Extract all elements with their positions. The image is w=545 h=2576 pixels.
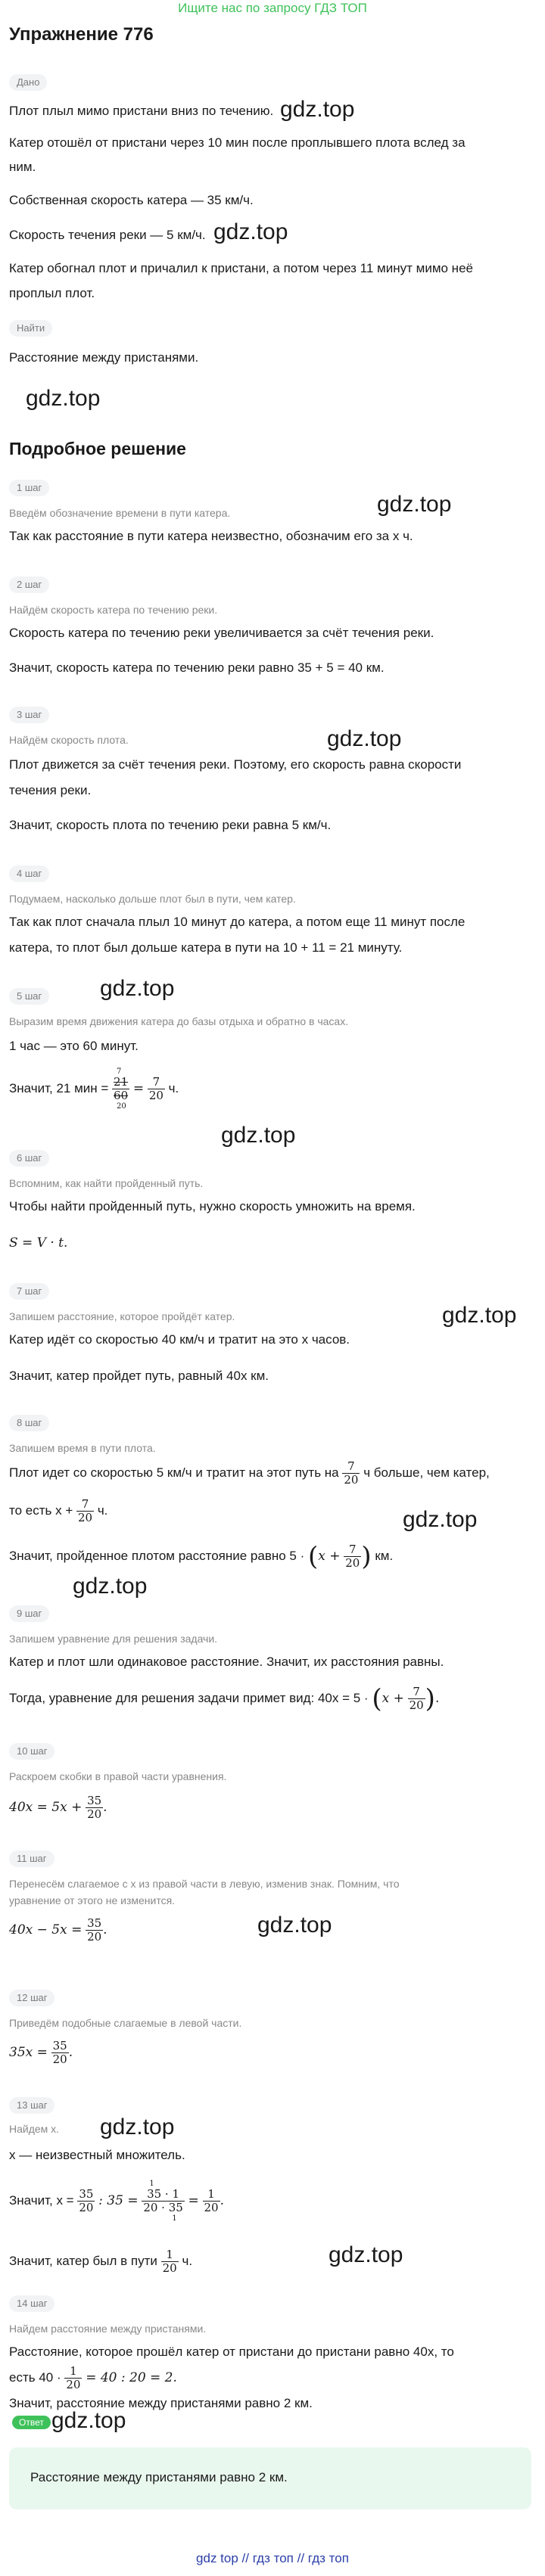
given-line-2: Катер отошёл от пристани через 10 мин после проплывшего плота вслед за [9, 135, 466, 150]
fraction-7-20 [342, 1460, 360, 1487]
footer-separator: // [297, 2551, 305, 2565]
step-12-tag: 12 шаг [9, 1990, 54, 2006]
step-8-line-2-start: то есть x + [9, 1502, 73, 1518]
numerator: 7 [148, 1076, 165, 1089]
step-12-eq-start: 35x = [9, 2044, 48, 2060]
step-8-tag: 8 шаг [9, 1415, 49, 1431]
numerator: 21 [114, 1075, 129, 1089]
fraction-1-20 [161, 2248, 179, 2275]
step-2-subtitle: Найдём скорость катера по течению реки. [9, 604, 218, 616]
step-14-line-2-end: = 40 : 20 = 2. [86, 2369, 177, 2385]
denominator: 20 [87, 1930, 102, 1944]
watermark: gdz.top [442, 1303, 517, 1328]
step-13-line-3-start: Значит, катер был в пути [9, 2253, 157, 2268]
numerator: 35 [87, 1794, 102, 1807]
numerator: 35 [87, 1916, 102, 1930]
watermark: gdz.top [100, 976, 175, 1001]
answer-text: Расстояние между пристанями равно 2 км. [30, 2470, 288, 2484]
denominator: 20 [148, 1089, 164, 1102]
step-2-line-2: Значит, скорость катера по течению реки равно 35 + 5 = 40 км. [9, 660, 385, 675]
solution-title: Подробное решение [9, 439, 186, 458]
step-10-equation: 40x = 5x + $\frac{35}{20}$ . [9, 1794, 107, 1821]
step-13-line-1: x — неизвестный множитель. [9, 2148, 185, 2162]
step-6-line-1: Чтобы найти пройденный путь, нужно скорость умножить на время. [9, 1199, 416, 1213]
step-3-line-2: течения реки. [9, 783, 92, 797]
given-tag: Дано [9, 74, 47, 91]
step-4-subtitle: Подумаем, насколько дольше плот был в пути, чем катер. [9, 893, 296, 905]
footer-link-3[interactable]: гдз топ [307, 2551, 349, 2565]
given-line-3: ним. [9, 160, 36, 174]
step-5-tag: 5 шаг [9, 988, 49, 1005]
fraction-21-60 [112, 1067, 129, 1111]
step-9-line-1: Катер и плот шли одинаковое расстояние. Значит, их расстояния равны. [9, 1655, 444, 1669]
step-14-line-1: Расстояние, которое прошёл катер от пристани до пристани равно 40x, то [9, 2345, 454, 2359]
numerator: 35 [79, 2187, 94, 2201]
numerator: 7 [408, 1686, 425, 1699]
step-10-eq-start: 40x = 5x + [9, 1799, 83, 1815]
fraction-7-20 [76, 1498, 94, 1524]
step-8-line-2 [9, 1498, 107, 1524]
step-8-line-1 [9, 1460, 490, 1487]
step-14-line-2-start: есть 40 · [9, 2369, 61, 2385]
step-1-tag: 1 шаг [9, 480, 49, 496]
watermark: gdz.top [280, 97, 355, 122]
step-13-line-2: Значит, x = $\frac{35}{20}$ : 35 = 1 35 · 1 20 · 35 1 = $\frac{1}{20}$ . [9, 2188, 224, 2214]
fraction-1-20 [203, 2188, 220, 2214]
step-8-subtitle: Запишем время в пути плота. [9, 1442, 156, 1454]
step-5-line-2: Значит, 21 мин = 7 21 60 20 = $\frac{7}{20}$ ч. [9, 1076, 179, 1102]
denominator: 60 [114, 1089, 129, 1102]
cancel-top: 1 [149, 2180, 154, 2188]
denominator: 20 [345, 1556, 360, 1570]
step-8-line-1-start: Плот идет со скоростью 5 км/ч и тратит на этот путь на [9, 1465, 339, 1480]
fraction-7-20 [344, 1543, 361, 1570]
watermark: gdz.top [51, 2408, 126, 2433]
step-8-line-1-end: ч больше, чем катер, [363, 1465, 490, 1480]
given-line-4: Собственная скорость катера — 35 км/ч. [9, 193, 254, 207]
step-13-tag: 13 шаг [9, 2097, 54, 2114]
footer-link-2[interactable]: гдз топ [252, 2551, 294, 2565]
step-6-formula: S = V · t. [9, 1235, 68, 1251]
denominator: 20 [409, 1698, 424, 1712]
step-8-line-3: Значит, пройденное плотом расстояние равно 5 · (x + $\frac{7}{20}$ ) км. [9, 1541, 394, 1572]
step-9-subtitle: Запишем уравнение для решения задачи. [9, 1633, 218, 1645]
denominator: 20 [204, 2201, 219, 2214]
step-7-line-1: Катер идёт со скоростью 40 км/ч и тратит на это x часов. [9, 1332, 350, 1347]
step-13-line-3-end: ч. [182, 2253, 193, 2268]
cancel-bottom: 1 [172, 2214, 177, 2223]
step-2-tag: 2 шаг [9, 576, 49, 593]
step-8-line-2-end: ч. [97, 1502, 108, 1518]
denominator: 20 [52, 2052, 67, 2066]
watermark: gdz.top [26, 386, 101, 411]
numerator: 7 [344, 1543, 361, 1557]
step-3-tag: 3 шаг [9, 707, 49, 723]
watermark: gdz.top [73, 1574, 148, 1599]
watermark: gdz.top [221, 1123, 296, 1148]
answer-tag: Ответ [12, 2416, 51, 2429]
fraction-35-20 [86, 1794, 103, 1821]
numerator: 1 [161, 2248, 179, 2262]
denominator: 20 [79, 2201, 94, 2214]
given-line-7: проплыл плот. [9, 286, 95, 300]
step-11-tag: 11 шаг [9, 1850, 54, 1867]
step-8-line-3-end: км. [375, 1548, 394, 1563]
step-3-subtitle: Найдём скорость плота. [9, 734, 129, 746]
step-6-tag: 6 шаг [9, 1150, 49, 1167]
step-14-line-2 [9, 2365, 177, 2391]
step-3-line-3: Значит, скорость плота по течению реки равна 5 км/ч. [9, 818, 332, 832]
step-5-line-1: 1 час — это 60 минут. [9, 1039, 139, 1053]
step-4-line-2: катера, то плот был дольше катера в пути на 10 + 11 = 21 минуту. [9, 940, 403, 955]
step-13-line-2-start: Значит, x = [9, 2192, 74, 2208]
denominator: 20 [344, 1473, 359, 1487]
page-title: Упражнение 776 [9, 24, 154, 45]
step-13-line-3 [9, 2248, 192, 2275]
step-12-subtitle: Приведём подобные слагаемые в левой части. [9, 2017, 242, 2029]
step-5-line-2-end: ч. [168, 1080, 179, 1095]
fraction-35-20 [51, 2040, 69, 2066]
denominator: 20 [66, 2378, 81, 2391]
search-banner: Ищите нас по запросу ГДЗ ТОП [178, 1, 367, 15]
watermark: gdz.top [213, 219, 288, 244]
step-9-tag: 9 шаг [9, 1605, 49, 1622]
fraction-1-20 [64, 2365, 82, 2391]
step-11-eq-start: 40x − 5x = [9, 1922, 83, 1937]
fraction-cancel [142, 2180, 184, 2223]
step-10-subtitle: Раскроем скобки в правой части уравнения. [9, 1770, 227, 1782]
step-13-subtitle: Найдем x. [9, 2123, 60, 2135]
fraction-7-20 [148, 1076, 165, 1102]
numerator: 1 [203, 2188, 220, 2202]
given-line-6: Катер обогнал плот и причалил к пристани, а потом через 11 минут мимо неё [9, 261, 473, 275]
step-11-equation: 40x − 5x = $\frac{35}{20}$ . [9, 1916, 107, 1944]
numerator: 1 [64, 2365, 82, 2379]
step-1-text: Так как расстояние в пути катера неизвестно, обозначим его за x ч. [9, 529, 413, 543]
step-2-line-1: Скорость катера по течению реки увеличивается за счёт течения реки. [9, 626, 434, 640]
denominator: 20 · 35 [143, 2201, 183, 2214]
step-7-line-2: Значит, катер пройдет путь, равный 40x км. [9, 1369, 269, 1383]
step-5-subtitle: Выразим время движения катера до базы отдыха и обратно в часах. [9, 1015, 349, 1027]
step-11-subtitle-1: Перенесём слагаемое с x из правой части в левую, изменив знак. Помним, что [9, 1878, 400, 1890]
find-line: Расстояние между пристанями. [9, 350, 199, 365]
step-10-tag: 10 шаг [9, 1743, 54, 1760]
given-line-5: Скорость течения реки — 5 км/ч. [9, 228, 206, 242]
step-7-subtitle: Запишем расстояние, которое пройдёт катер. [9, 1310, 235, 1322]
step-13-line-2-mid: : 35 = [98, 2192, 139, 2208]
step-14-line-3: Значит, расстояние между пристанями равно 2 км. [9, 2396, 313, 2410]
cancel-top: 7 [117, 1067, 122, 1076]
footer-separator: // [241, 2551, 249, 2565]
watermark: gdz.top [257, 1913, 332, 1937]
step-11-subtitle-2: уравнение от этого не изменится. [9, 1894, 176, 1906]
step-4-line-1: Так как плот сначала плыл 10 минут до катера, а потом еще 11 минут после [9, 915, 466, 929]
footer-link-1[interactable]: gdz top [196, 2551, 238, 2565]
given-line-1: Плот плыл мимо пристани вниз по течению. [9, 104, 274, 118]
step-9-line-2-start: Тогда, уравнение для решения задачи примет вид: 40x = 5 · [9, 1690, 369, 1705]
numerator: 7 [76, 1498, 94, 1512]
numerator: 7 [342, 1460, 360, 1474]
watermark: gdz.top [327, 726, 402, 751]
numerator: 35 [52, 2039, 67, 2052]
step-8-line-3-start: Значит, пройденное плотом расстояние равно 5 · [9, 1548, 305, 1563]
fraction-35-20 [86, 1917, 103, 1944]
find-tag: Найти [9, 320, 52, 337]
step-12-equation: 35x = $\frac{35}{20}$ . [9, 2039, 73, 2066]
footer-links [0, 2551, 545, 2566]
step-5-line-2-start: Значит, 21 мин = [9, 1080, 109, 1095]
step-6-subtitle: Вспомним, как найти пройденный путь. [9, 1177, 204, 1189]
step-1-subtitle: Введём обозначение времени в пути катера. [9, 507, 231, 519]
step-3-line-1: Плот движется за счёт течения реки. Поэтому, его скорость равна скорости [9, 757, 462, 772]
step-9-line-2: Тогда, уравнение для решения задачи примет вид: 40x = 5 · (x + $\frac{7}{20}$ ). [9, 1683, 440, 1714]
watermark: gdz.top [377, 492, 452, 517]
step-7-tag: 7 шаг [9, 1283, 49, 1300]
denominator: 20 [162, 2261, 177, 2275]
numerator: 35 · 1 [142, 2188, 184, 2202]
step-4-tag: 4 шаг [9, 865, 49, 882]
denominator: 20 [77, 1511, 93, 1524]
cancel-bottom: 20 [117, 1102, 126, 1111]
fraction-7-20 [408, 1686, 425, 1712]
step-14-subtitle: Найдем расстояние между пристанями. [9, 2323, 207, 2335]
watermark: gdz.top [100, 2115, 175, 2139]
watermark: gdz.top [329, 2242, 403, 2267]
watermark: gdz.top [403, 1507, 478, 1532]
fraction-35-20 [77, 2188, 95, 2214]
denominator: 20 [87, 1807, 102, 1821]
step-14-tag: 14 шаг [9, 2295, 54, 2312]
